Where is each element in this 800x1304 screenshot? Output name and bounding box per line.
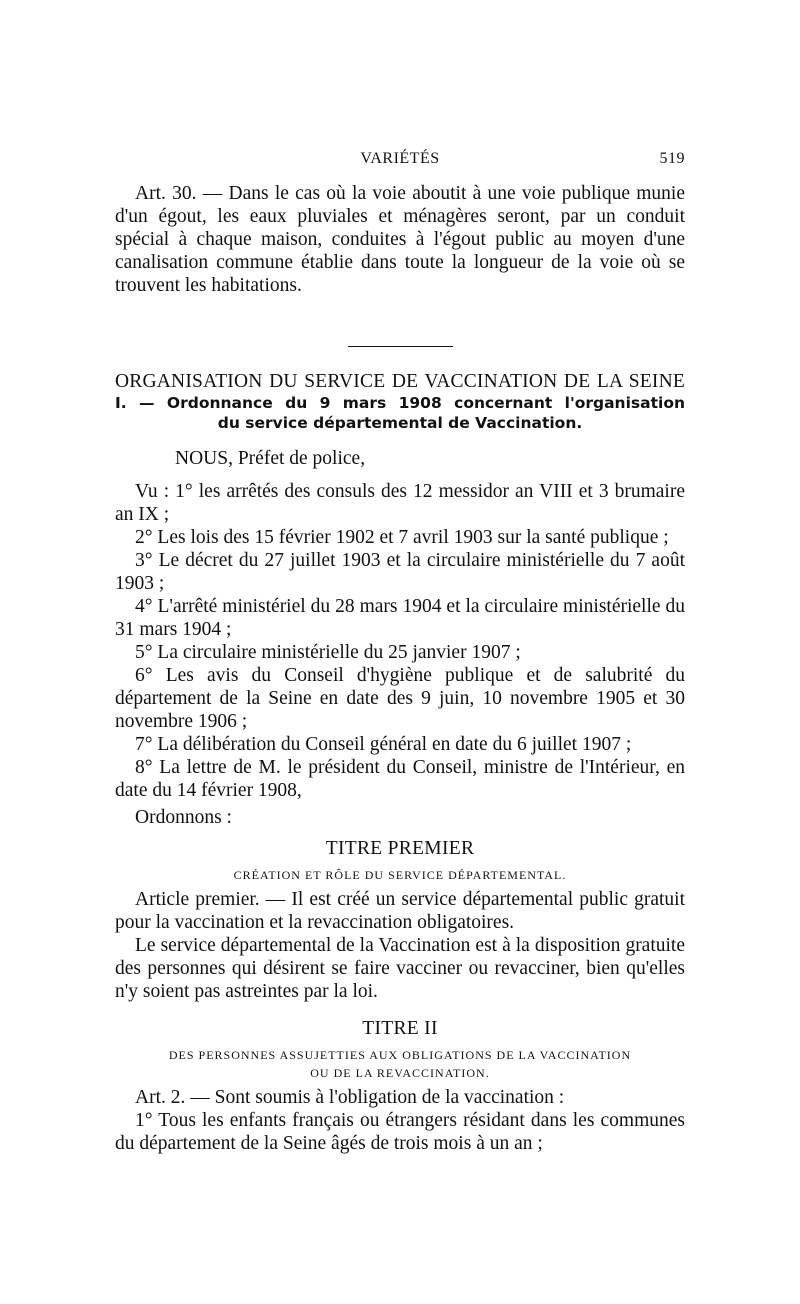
vu-item-3: 3° Le décret du 27 juillet 1903 et la circulaire ministérielle du 7 août 1903 ; [115,550,685,594]
titre-premier-heading: TITRE PREMIER [325,838,475,859]
ordonnance-line-2: du service départemental de Vaccination. [217,414,583,432]
article-2: Art. 2. — Sont soumis à l'obligation de la vaccination : [135,1087,565,1108]
article-2-item-1: 1° Tous les enfants français ou étrangers résidant dans les communes du département de la Seine âgés de trois mois à un an ; [115,1110,685,1154]
vu-item-8: 8° La lettre de M. le président du Conseil, ministre de l'Intérieur, en date du 14 février 1908, [115,757,685,801]
running-header [115,150,685,174]
article-30: Art. 30. — Dans le cas où la voie aboutit à une voie publique munie d'un égout, les eaux pluviales et ménagères seront, par un conduit spécial à chaque maison, conduites à l'égout public au moyen d'une canalisation commune établie dans toute la longueur de la voie où se trouvent les habitations. [115,183,685,296]
nous-prefet: NOUS, Préfet de police, [175,448,366,469]
section-title: ORGANISATION DU SERVICE DE VACCINATION DE LA SEINE [115,371,685,392]
ordonnance-heading [115,393,685,433]
ordonnance-line-1: I. — Ordonnance du 9 mars 1908 concernant l'organisation [115,394,685,412]
separator [115,330,685,340]
vu-item-5: 5° La circulaire ministérielle du 25 janvier 1907 ; [135,642,521,663]
titre-ii-subtitle-line-2: OU DE LA REVACCINATION. [310,1066,490,1080]
page-number: 519 [659,150,685,167]
running-title: VARIÉTÉS [360,150,440,167]
article-premier: Article premier. — Il est créé un service départemental public gratuit pour la vaccination et la revaccination obligatoires. [115,889,685,933]
article-premier-paragraph-2: Le service départemental de la Vaccination est à la disposition gratuite des personnes qui désirent se faire vacciner ou revacciner, bien qu'elles n'y soient pas astreintes par la loi. [115,935,685,1002]
vu-item-6: 6° Les avis du Conseil d'hygiène publique et de salubrité du département de la Seine en date des 9 juin, 10 novembre 1905 et 30 novembre 1906 ; [115,665,685,732]
titre-ii-subtitle-line-1: DES PERSONNES ASSUJETTIES AUX OBLIGATIONS DE LA VACCINATION [168,1048,632,1062]
vu-item-2: 2° Les lois des 15 février 1902 et 7 avril 1903 sur la santé publique ; [135,527,669,548]
ordonnons: Ordonnons : [135,807,232,828]
vu-item-7: 7° La délibération du Conseil général en date du 6 juillet 1907 ; [135,734,632,755]
titre-premier-subtitle: CRÉATION ET RÔLE DU SERVICE DÉPARTEMENTAL. [233,868,567,882]
page-body [115,182,685,1155]
titre-ii-heading: TITRE II [362,1018,438,1039]
separator-rule [348,346,453,347]
vu-item-4: 4° L'arrêté ministériel du 28 mars 1904 et la circulaire ministérielle du 31 mars 1904 ; [115,596,685,640]
vu-item-1: Vu : 1° les arrêtés des consuls des 12 messidor an VIII et 3 brumaire an IX ; [115,481,685,525]
